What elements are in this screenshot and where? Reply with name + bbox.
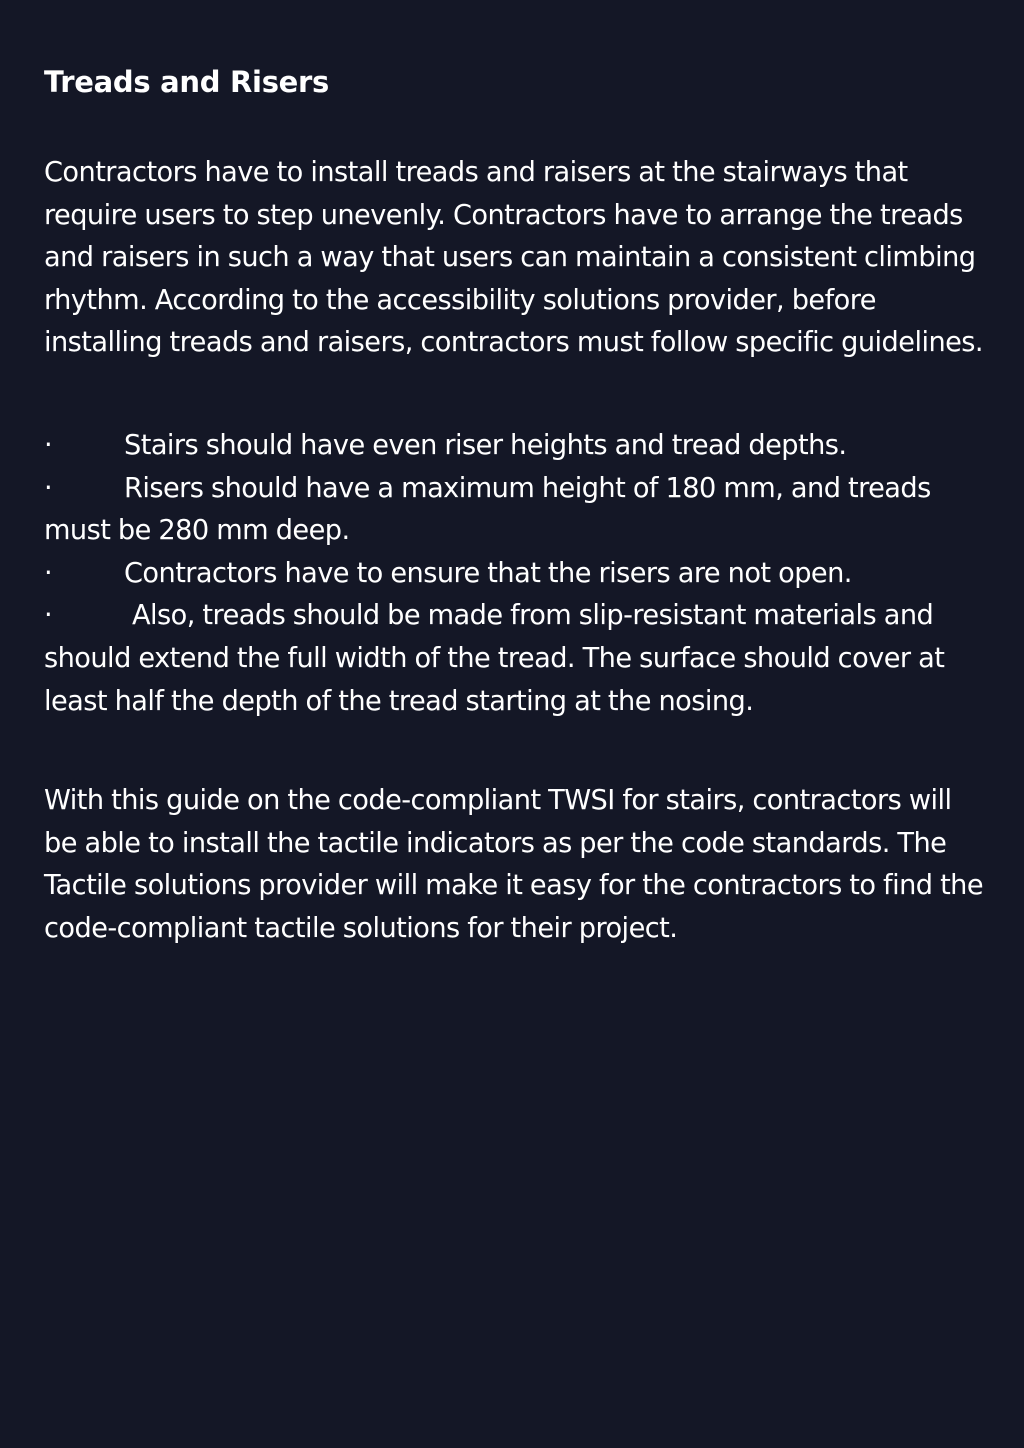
bullet-marker: · — [44, 472, 53, 504]
guideline-text: Stairs should have even riser heights and tread depths. — [124, 429, 847, 461]
guideline-text: Contractors have to ensure that the risers are not open. — [124, 557, 852, 589]
guideline-text: Risers should have a maximum height of 180 mm, and treads must be 280 mm deep. — [44, 472, 931, 547]
intro-paragraph: Contractors have to install treads and raisers at the stairways that require users to step unevenly. Contractors have to arrange the treads and raisers in such a way that users can maintain a consistent climbing rhythm. According to the accessibility solutions provider, before installing treads and raisers, contractors must follow specific guidelines. — [44, 157, 984, 359]
guideline-item — [44, 553, 984, 596]
guideline-list — [44, 425, 984, 723]
closing-paragraph: With this guide on the code-compliant TWSI for stairs, contractors will be able to install the tactile indicators as per the code standards. The Tactile solutions provider will make it easy for the contractors to find the code-compliant tactile solutions for their project. — [44, 785, 984, 944]
document-page — [44, 62, 984, 951]
guideline-text: Also, treads should be made from slip-resistant materials and should extend the full width of the tread. The surface should cover at least half the depth of the tread starting at the nosing. — [44, 600, 945, 717]
bullet-marker: · — [44, 429, 53, 461]
section-heading: Treads and Risers — [44, 65, 329, 99]
guideline-item — [44, 425, 984, 468]
bullet-marker: · — [44, 600, 53, 632]
guideline-item — [44, 595, 984, 723]
bullet-marker: · — [44, 557, 53, 589]
guideline-item — [44, 468, 984, 553]
